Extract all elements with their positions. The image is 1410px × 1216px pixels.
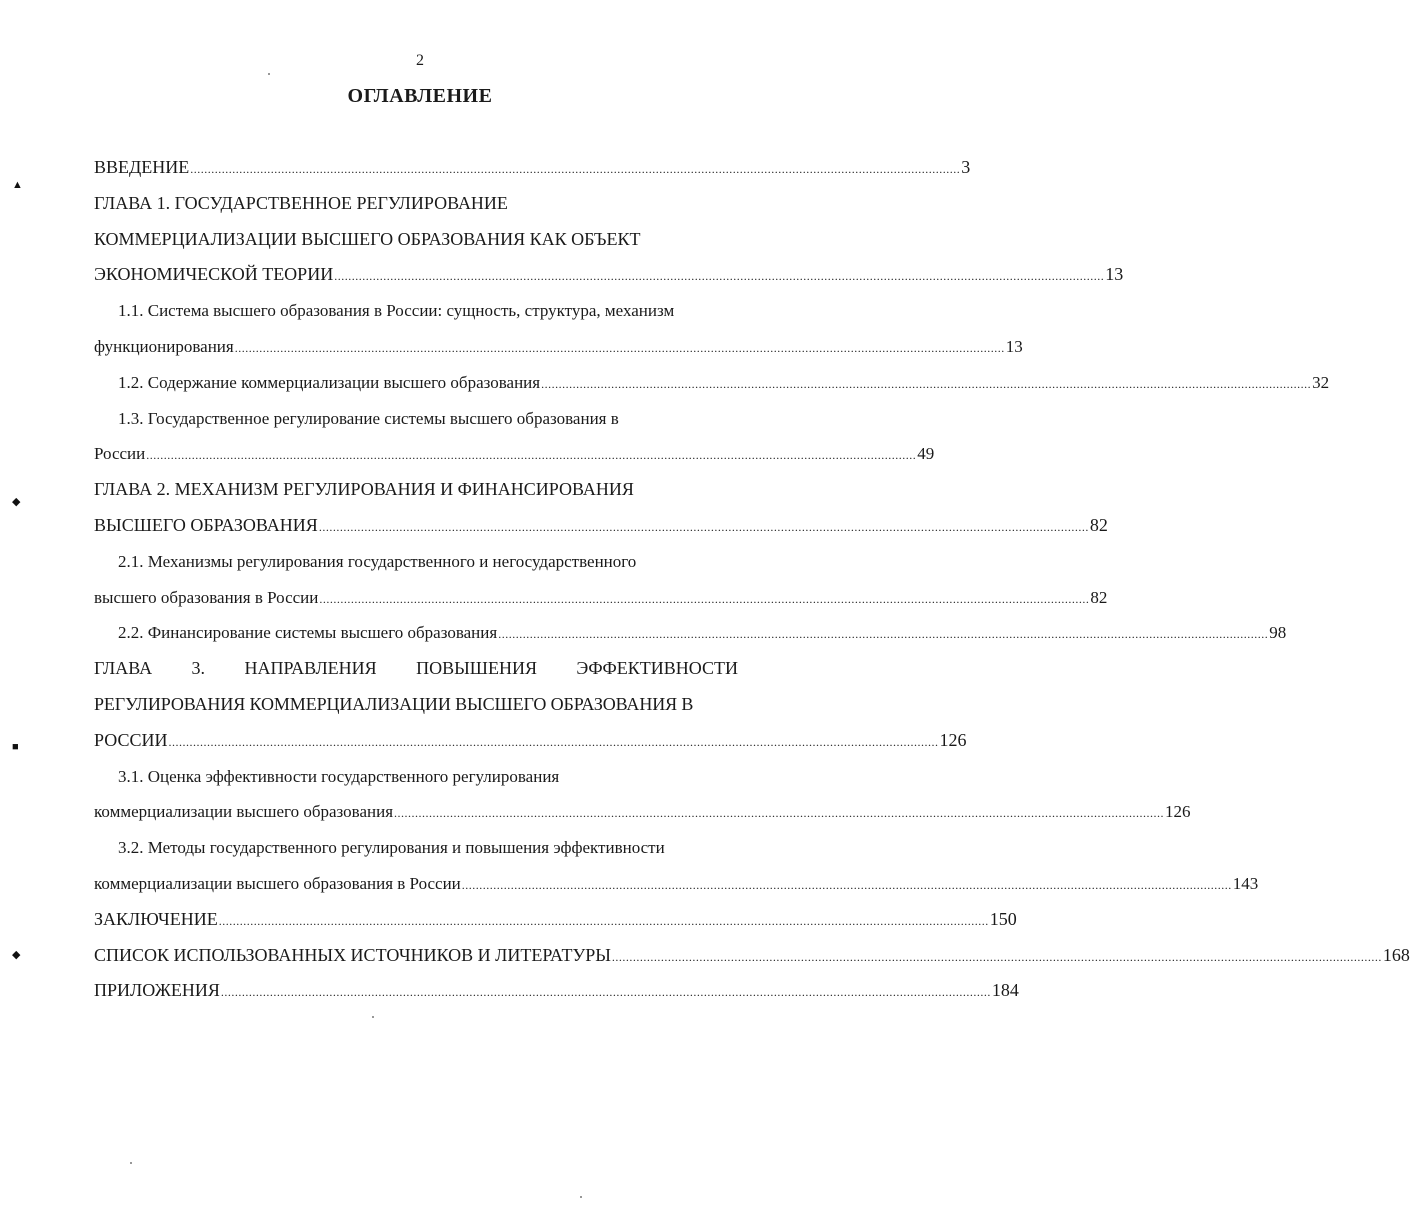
toc-chapter-3-line-1[interactable] — [94, 651, 738, 687]
toc-chapter-3-line-2[interactable]: РЕГУЛИРОВАНИЯ КОММЕРЦИАЛИЗАЦИИ ВЫСШЕГО ОБРАЗОВАНИЯ В — [94, 693, 694, 714]
toc-entry-section-1-1[interactable] — [94, 329, 1023, 365]
toc-entry-text: России — [94, 444, 146, 464]
toc-page-number: 150 — [989, 908, 1017, 929]
toc-page-number: 3 — [961, 157, 971, 177]
toc-page-number: 13 — [1105, 264, 1124, 285]
toc-chapter-2-line-1[interactable]: ГЛАВА 2. МЕХАНИЗМ РЕГУЛИРОВАНИЯ И ФИНАНСИРОВАНИЯ — [94, 479, 634, 500]
toc-page-number: 98 — [1269, 623, 1287, 643]
dot-leader: ............................................................................................................................................................................................................................ — [394, 806, 1165, 821]
scan-speck — [580, 1196, 582, 1198]
toc-section-3-2-line-1[interactable]: 3.2. Методы государственного регулирования и повышения эффективности — [118, 838, 665, 858]
margin-mark: ■ — [12, 741, 19, 753]
toc-entry-conclusion[interactable] — [94, 902, 1017, 938]
dot-leader: ............................................................................................................................................................................................................................ — [541, 376, 1312, 391]
toc-entry-text: СПИСОК ИСПОЛЬЗОВАННЫХ ИСТОЧНИКОВ И ЛИТЕРАТУРЫ — [94, 944, 611, 965]
dot-leader: ............................................................................................................................................................................................................................ — [218, 913, 989, 928]
toc-section-2-1-line-1[interactable]: 2.1. Механизмы регулирования государственного и негосударственного — [118, 551, 637, 571]
dot-leader: ............................................................................................................................................................................................................................ — [498, 627, 1269, 642]
dot-leader: ............................................................................................................................................................................................................................ — [190, 162, 961, 176]
toc-page-number: 82 — [1089, 514, 1108, 535]
toc-page-number: 126 — [1165, 802, 1191, 822]
toc-entry-text: высшего образования в России — [94, 587, 319, 607]
toc-entry-sources[interactable] — [94, 938, 1410, 974]
toc-word: 3. — [191, 658, 206, 679]
toc-section-3-1-line-1[interactable]: 3.1. Оценка эффективности государственного регулирования — [118, 766, 560, 786]
toc-entry-text: ВВЕДЕНИЕ — [94, 157, 190, 177]
toc-page-number: 143 — [1232, 873, 1259, 893]
toc-page-number: 82 — [1090, 587, 1108, 607]
scan-speck — [268, 73, 270, 75]
margin-mark: ▲ — [12, 179, 23, 191]
toc-entry-text: ПРИЛОЖЕНИЯ — [94, 980, 220, 1001]
toc-entry-section-1-3[interactable] — [94, 436, 935, 472]
toc-entry-text: коммерциализации высшего образования — [94, 802, 394, 822]
toc-word: ГЛАВА — [94, 658, 153, 679]
toc-page-number: 13 — [1005, 336, 1023, 356]
toc-entry-text: РОССИИ — [94, 729, 168, 750]
toc-page-number: 168 — [1382, 944, 1410, 965]
toc-entry-chapter-3[interactable] — [94, 723, 967, 759]
dot-leader: ............................................................................................................................................................................................................................ — [146, 448, 917, 463]
toc-entry-section-2-2[interactable] — [94, 615, 1287, 651]
toc-entry-chapter-1[interactable] — [94, 257, 1124, 293]
toc-entry-appendix[interactable] — [94, 973, 1019, 1009]
toc-title: ОГЛАВЛЕНИЕ — [347, 85, 493, 107]
dot-leader: ............................................................................................................................................................................................................................ — [318, 519, 1089, 534]
toc-entry-text: ЭКОНОМИЧЕСКОЙ ТЕОРИИ — [94, 264, 334, 285]
toc-entry-text: коммерциализации высшего образования в России — [94, 873, 461, 893]
margin-mark: ◆ — [12, 496, 21, 508]
toc-page-number: 184 — [991, 980, 1019, 1001]
toc-entry-text: 1.2. Содержание коммерциализации высшего образования — [118, 372, 541, 392]
dot-leader: ............................................................................................................................................................................................................................ — [220, 985, 991, 1000]
toc-entry-text: ЗАКЛЮЧЕНИЕ — [94, 908, 218, 929]
page-number: 2 — [416, 52, 424, 69]
toc-entry-introduction[interactable] — [94, 150, 971, 186]
dot-leader: ............................................................................................................................................................................................................................ — [319, 591, 1090, 606]
dot-leader: ............................................................................................................................................................................................................................ — [168, 734, 939, 749]
toc-chapter-1-line-2[interactable]: КОММЕРЦИАЛИЗАЦИИ ВЫСШЕГО ОБРАЗОВАНИЯ КАК ОБЪЕКТ — [94, 228, 641, 249]
dot-leader: ............................................................................................................................................................................................................................ — [461, 877, 1232, 892]
dot-leader: ............................................................................................................................................................................................................................ — [334, 269, 1105, 284]
margin-mark: ◆ — [12, 949, 21, 961]
toc-entry-section-2-1[interactable] — [94, 580, 1108, 616]
toc-word: НАПРАВЛЕНИЯ — [244, 658, 377, 679]
toc-entry-section-3-1[interactable] — [94, 794, 1191, 830]
toc-entry-text: функционирования — [94, 336, 234, 356]
toc-entry-chapter-2[interactable] — [94, 508, 1108, 544]
toc-entry-section-1-2[interactable] — [94, 365, 1330, 401]
dot-leader: ............................................................................................................................................................................................................................ — [611, 949, 1382, 964]
toc-entry-text: ВЫСШЕГО ОБРАЗОВАНИЯ — [94, 514, 318, 535]
toc-page-number: 126 — [939, 729, 967, 750]
toc-entry-text: 2.2. Финансирование системы высшего образования — [118, 623, 498, 643]
toc-word: ПОВЫШЕНИЯ — [416, 658, 537, 679]
toc-page-number: 49 — [917, 444, 935, 464]
dot-leader: ............................................................................................................................................................................................................................ — [234, 340, 1005, 355]
table-of-contents — [94, 150, 1410, 1009]
toc-section-1-3-line-1[interactable]: 1.3. Государственное регулирование системы высшего образования в — [118, 408, 619, 428]
toc-section-1-1-line-1[interactable]: 1.1. Система высшего образования в России: сущность, структура, механизм — [118, 301, 675, 321]
scan-speck — [130, 1162, 132, 1164]
toc-word: ЭФФЕКТИВНОСТИ — [576, 658, 738, 679]
toc-entry-section-3-2[interactable] — [94, 866, 1259, 902]
toc-page-number: 32 — [1312, 372, 1330, 392]
scan-speck — [372, 1016, 374, 1018]
toc-chapter-1-line-1[interactable]: ГЛАВА 1. ГОСУДАРСТВЕННОЕ РЕГУЛИРОВАНИЕ — [94, 192, 508, 213]
